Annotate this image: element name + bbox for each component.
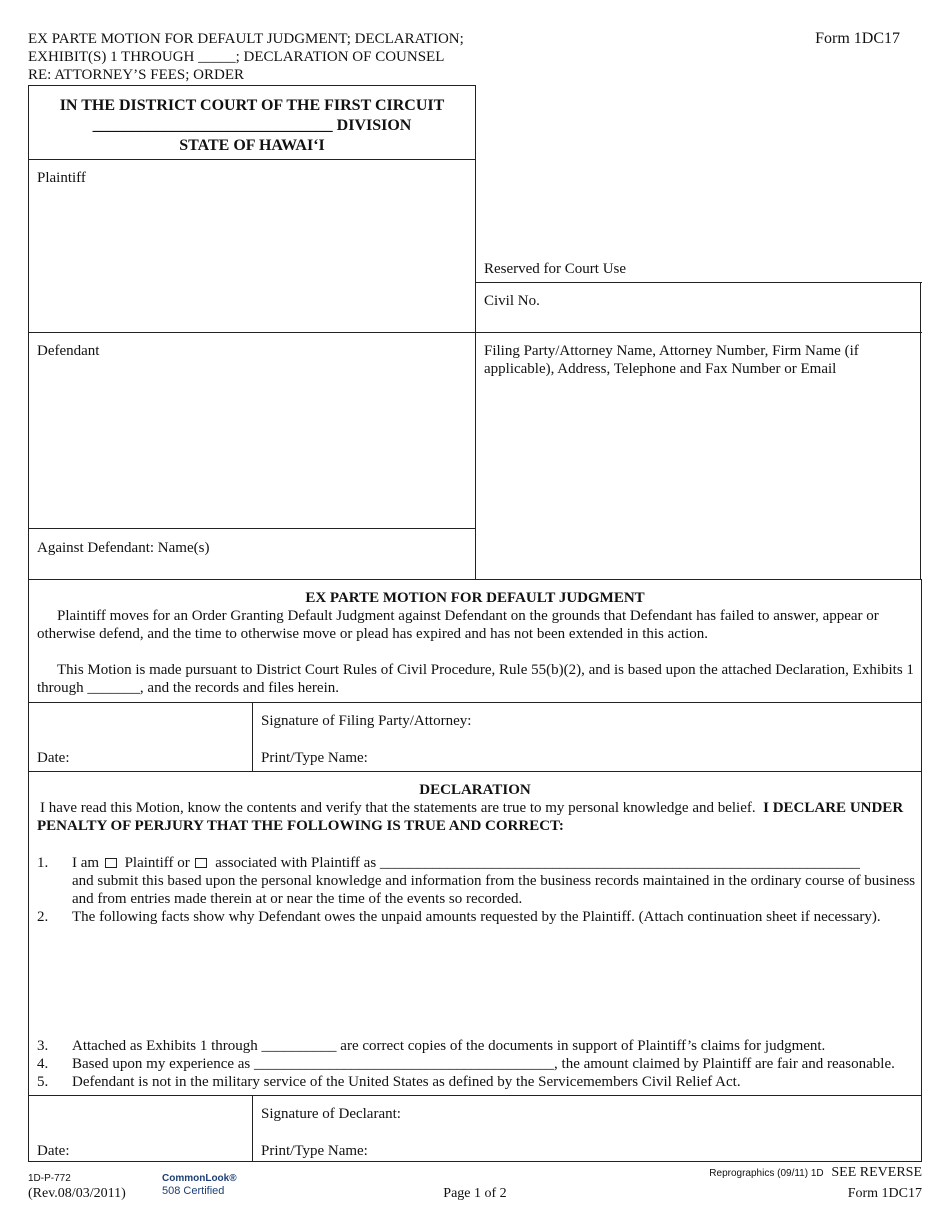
form-title-line-3: RE: ATTORNEY’S FEES; ORDER [28,67,244,83]
item-1-plaintiff-or: Plaintiff or [124,855,190,871]
footer-right [640,1163,922,1183]
plaintiff-label: Plaintiff [37,170,86,186]
motion-paragraph-1: Plaintiff moves for an Order Granting Default Judgment against Defendant on the grounds that Defendant has failed to answer, appear or otherwise defend, and the time to otherwise move or plead has expired and has not been extended in this action. [37,608,879,642]
item-2-number: 2. [37,909,49,925]
footer-form-code: 1D-P-772 [28,1173,71,1184]
item-5-text: Defendant is not in the military service of the United States as defined by the Servicemembers Civil Relief Act. [72,1074,741,1090]
item-1-i-am: I am [72,855,100,871]
defendant-label: Defendant [37,343,100,359]
court-name-line-1: IN THE DISTRICT COURT OF THE FIRST CIRCUIT [59,97,445,114]
declaration-item-4 [37,1055,917,1073]
declaration-intro [37,799,915,835]
civil-no-bottom-line [476,332,922,333]
item-4-number: 4. [37,1056,49,1072]
signature-block-2-divider [252,1095,253,1162]
civil-no-label: Civil No. [484,293,540,309]
item-4-text: Based upon my experience as ________________________________________, the amount claimed by Plaintiff are fair and reasonable. [72,1056,895,1072]
filing-party-label: Filing Party/Attorney Name, Attorney Number, Firm Name (if applicable), Address, Telephone and Fax Number or Email [484,343,859,377]
court-name [28,96,476,156]
court-header-divider [28,159,476,160]
motion-paragraph-2: This Motion is made pursuant to District Court Rules of Civil Procedure, Rule 55(b)(2), and is based upon the attached Declaration, Exhibits 1 through _______, and the records and files herein. [37,662,914,696]
footer-see-reverse: SEE REVERSE [831,1165,922,1180]
footer-form-id: Form 1DC17 [847,1186,922,1201]
motion-date-label[interactable]: Date: [37,750,70,766]
item-5-number: 5. [37,1074,49,1090]
footer-page-number: Page 1 of 2 [443,1186,507,1201]
court-state-line: STATE OF HAWAI‘I [179,137,325,154]
filing-party-signature-label[interactable]: Signature of Filing Party/Attorney: [261,713,472,729]
item-1-continuation: and submit this based upon the personal knowledge and information from the business records maintained in the ordinary course of business and from entries made therein at or near the time of the events so recorded. [72,873,916,907]
motion-print-name-label[interactable]: Print/Type Name: [261,750,368,766]
form-title-line-1: EX PARTE MOTION FOR DEFAULT JUDGMENT; DECLARATION; [28,31,464,47]
plaintiff-divider [28,332,476,333]
signature-block-2 [28,1095,922,1162]
commonlook-logo-sub: 508 Certified [162,1185,225,1197]
declarant-signature-label[interactable]: Signature of Declarant: [261,1106,401,1122]
commonlook-logo [162,1173,237,1197]
signature-block-1 [28,702,922,772]
form-title [28,30,548,84]
against-defendant-label: Against Defendant: Name(s) [37,540,210,556]
declaration-intro-text: I have read this Motion, know the contents and verify that the statements are true to my personal knowledge and belief. [40,800,756,816]
item-1-text [72,854,917,908]
item-2-text: The following facts show why Defendant owes the unpaid amounts requested by the Plaintiff. (Attach continuation sheet if necessary). [72,909,881,925]
declaration-print-name-label[interactable]: Print/Type Name: [261,1143,368,1159]
declaration-intro-bold-2: UNDER PENALTY OF PERJURY THAT THE FOLLOWING IS TRUE AND CORRECT: [37,800,904,834]
signature-block-1-divider [252,702,253,772]
associated-checkbox[interactable] [195,858,207,868]
plaintiff-checkbox[interactable] [105,858,117,868]
civil-no-top-line [476,282,922,283]
motion-heading: EX PARTE MOTION FOR DEFAULT JUDGMENT [305,590,645,606]
item-1-associated: associated with Plaintiff as ________________________________________________________________ [215,855,860,871]
declaration-item-2 [37,908,917,926]
right-column-border [920,282,921,580]
declaration-heading: DECLARATION [419,782,531,798]
commonlook-logo-name: CommonLook® [162,1173,237,1184]
item-3-text: Attached as Exhibits 1 through __________ are correct copies of the documents in support of Plaintiff’s claims for judgment. [72,1038,826,1054]
footer-reprographics: Reprographics (09/11) 1D [709,1168,824,1179]
declaration-item-1 [37,854,917,908]
defendant-divider [28,528,476,529]
declaration-item-3 [37,1037,917,1055]
item-3-number: 3. [37,1038,49,1054]
form-title-line-2: EXHIBIT(S) 1 THROUGH _____; DECLARATION OF COUNSEL [28,49,445,65]
reserved-court-use-label: Reserved for Court Use [484,261,627,277]
declaration-intro-bold-1: I DECLARE [763,800,847,816]
footer-revision: (Rev.08/03/2011) [28,1186,126,1201]
court-division-line: ______________________________ DIVISION [92,117,412,134]
form-id-header: Form 1DC17 [815,30,900,47]
declaration-date-label[interactable]: Date: [37,1143,70,1159]
item-1-number: 1. [37,855,49,871]
declaration-item-5 [37,1073,917,1091]
